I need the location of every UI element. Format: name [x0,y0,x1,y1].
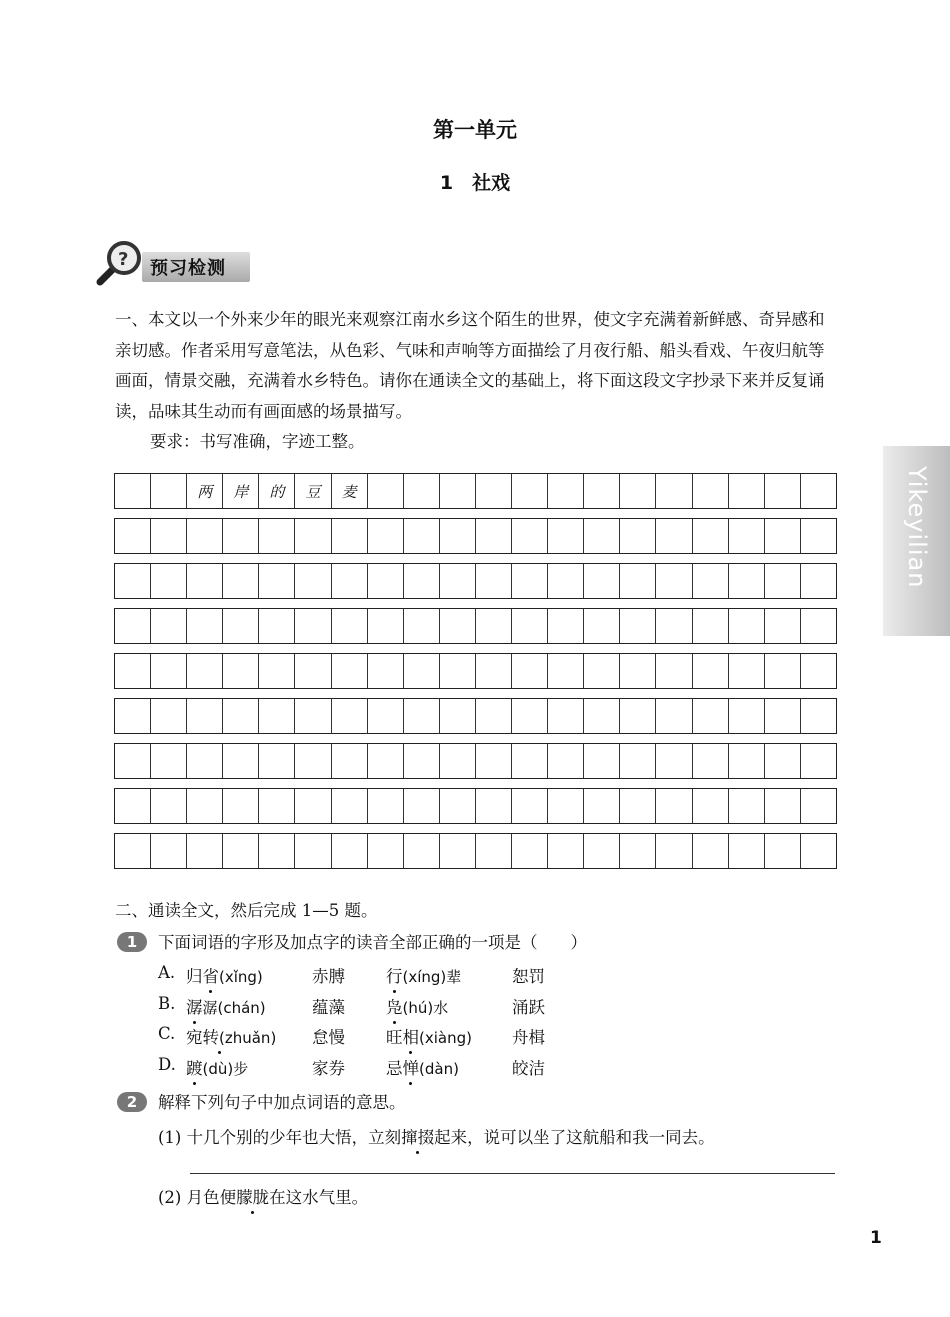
svg-text:?: ? [118,249,129,270]
grid-cell[interactable] [620,834,656,868]
option-word: 怠慢 [312,1028,345,1047]
grid-cell[interactable] [295,699,331,733]
grid-cell[interactable] [584,654,620,688]
grid-cell[interactable] [801,564,836,598]
grid-cell[interactable] [729,789,765,823]
grid-cell[interactable] [693,564,729,598]
grid-cell[interactable] [259,564,295,598]
option-word-part: (xiàng) [419,1029,472,1047]
grid-cell[interactable] [476,789,512,823]
option-word-part: (xǐng) [219,968,263,986]
grid-row[interactable] [114,473,837,509]
option-word: 皎洁 [512,1059,545,1078]
grid-cell[interactable] [476,654,512,688]
grid-cell[interactable] [259,789,295,823]
grid-cell[interactable] [729,474,765,508]
grid-cell[interactable] [620,564,656,598]
grid-cell[interactable] [332,744,368,778]
section-badge [92,238,262,286]
grid-cell[interactable] [765,609,801,643]
grid-cell[interactable] [332,654,368,688]
grid-cell[interactable] [404,474,440,508]
grid-cell[interactable] [656,474,692,508]
option-3-label [158,1055,176,1074]
option-word: 赤膊 [312,967,345,986]
grid-cell[interactable] [332,789,368,823]
grid-cell[interactable] [295,654,331,688]
question-2-stem: 解释下列句子中加点词语的意思。 [158,1093,406,1112]
grid-cell[interactable] [115,564,151,598]
question-1-badge: 1 [117,932,147,952]
grid-cell[interactable] [512,519,548,553]
grid-cell[interactable] [223,834,259,868]
grid-cell[interactable]: 两 [187,474,223,508]
option-dotted-char: 惮 [402,1059,419,1078]
grid-cell[interactable] [584,834,620,868]
grid-cell[interactable] [548,519,584,553]
option-word: 恕罚 [512,967,545,986]
grid-cell[interactable] [656,699,692,733]
question-2-badge: 2 [117,1092,147,1112]
grid-cell[interactable] [295,519,331,553]
grid-cell[interactable] [440,699,476,733]
grid-cell[interactable] [620,789,656,823]
grid-cell[interactable] [404,834,440,868]
grid-cell[interactable] [115,744,151,778]
grid-cell[interactable] [620,699,656,733]
grid-cell[interactable] [620,519,656,553]
grid-cell[interactable] [548,564,584,598]
option-word-part: (hú)水 [402,999,449,1017]
grid-cell[interactable] [223,789,259,823]
grid-cell[interactable] [295,789,331,823]
grid-cell[interactable] [620,609,656,643]
grid-cell[interactable]: 麦 [332,474,368,508]
grid-cell[interactable] [765,834,801,868]
option-word-part: (zhuǎn) [219,1029,277,1047]
option-0-label [158,963,175,982]
grid-cell[interactable] [693,654,729,688]
grid-cell[interactable] [151,789,187,823]
option-word: 涌跃 [512,998,545,1017]
grid-cell[interactable] [151,654,187,688]
grid-cell[interactable] [801,519,836,553]
option-word-part: 归 [186,967,203,986]
grid-cell[interactable] [476,609,512,643]
option-1-word-1 [186,994,266,1018]
option-2-word-3 [386,1024,472,1048]
grid-cell[interactable] [151,564,187,598]
part1-requirement: 要求：书写准确，字迹工整。 [150,432,365,451]
grid-cell[interactable] [801,834,836,868]
sentence-1-dotted-word: 撺掇 [401,1128,435,1147]
grid-cell[interactable] [115,609,151,643]
grid-cell[interactable] [801,789,836,823]
grid-cell[interactable] [404,609,440,643]
option-1-word-2 [312,994,345,1018]
grid-cell[interactable] [548,789,584,823]
option-word: 舟楫 [512,1028,545,1047]
grid-cell[interactable] [259,609,295,643]
grid-cell[interactable] [656,654,692,688]
grid-cell[interactable] [584,609,620,643]
grid-row[interactable] [114,698,837,734]
grid-cell[interactable] [476,474,512,508]
option-3-word-2 [312,1055,345,1079]
grid-cell[interactable] [729,519,765,553]
option-0-word-1 [186,963,263,987]
option-label: D. [158,1055,176,1074]
grid-cell[interactable] [115,474,151,508]
grid-cell[interactable] [440,564,476,598]
grid-cell[interactable] [801,699,836,733]
grid-cell[interactable] [476,564,512,598]
option-word-part: (xíng)辈 [402,968,462,986]
grid-cell[interactable] [404,744,440,778]
option-0-word-4 [512,963,545,987]
grid-cell[interactable] [548,474,584,508]
grid-cell[interactable] [801,654,836,688]
option-word: 蕴藻 [312,998,345,1017]
grid-cell[interactable] [115,834,151,868]
grid-cell[interactable] [440,519,476,553]
option-word: 家券 [312,1059,345,1078]
grid-cell[interactable] [332,834,368,868]
grid-row[interactable] [114,653,837,689]
option-label: C. [158,1024,176,1043]
grid-cell[interactable] [620,474,656,508]
grid-cell[interactable]: 豆 [295,474,331,508]
grid-cell[interactable] [115,789,151,823]
option-1-label [158,994,175,1013]
grid-cell[interactable] [332,699,368,733]
grid-row[interactable] [114,518,837,554]
grid-cell[interactable] [259,744,295,778]
grid-cell[interactable] [512,744,548,778]
grid-cell[interactable] [548,699,584,733]
grid-cell[interactable] [440,609,476,643]
grid-cell[interactable] [620,654,656,688]
grid-cell[interactable] [765,519,801,553]
option-0-word-3 [386,963,461,987]
grid-cell[interactable] [223,519,259,553]
grid-cell[interactable] [584,789,620,823]
grid-cell[interactable] [368,789,404,823]
option-dotted-char: 行 [386,967,403,986]
grid-cell[interactable] [440,744,476,778]
unit-title: 第一单元 [433,118,517,142]
grid-cell[interactable] [693,609,729,643]
option-2-word-2 [312,1024,345,1048]
grid-cell[interactable] [693,474,729,508]
grid-cell[interactable] [729,654,765,688]
grid-cell[interactable]: 岸 [223,474,259,508]
grid-cell[interactable] [729,834,765,868]
grid-cell[interactable] [151,474,187,508]
question-2-sentence-2 [158,1184,368,1208]
option-dotted-char: 踱 [186,1059,203,1078]
grid-cell[interactable] [656,519,692,553]
grid-cell[interactable] [440,834,476,868]
grid-cell[interactable] [223,744,259,778]
sentence-2-dotted-word: 朦胧 [236,1188,270,1207]
sentence-2-pre: (2) 月色便 [158,1188,237,1207]
grid-cell[interactable] [151,519,187,553]
grid-cell[interactable] [368,744,404,778]
option-dotted-char: 潺 [186,998,203,1017]
option-dotted-char: 相 [402,1028,419,1047]
grid-row[interactable] [114,743,837,779]
grid-cell[interactable] [187,564,223,598]
grid-cell[interactable] [620,744,656,778]
grid-cell[interactable] [368,564,404,598]
grid-cell[interactable] [295,834,331,868]
grid-cell[interactable] [512,564,548,598]
grid-cell[interactable] [151,609,187,643]
grid-cell[interactable] [656,789,692,823]
grid-row[interactable] [114,833,837,869]
grid-cell[interactable] [368,834,404,868]
grid-cell[interactable] [295,744,331,778]
side-tab [883,446,950,636]
answer-line-1[interactable] [190,1173,835,1174]
option-word-part: (dàn) [419,1060,459,1078]
grid-cell[interactable] [584,519,620,553]
option-word-part: 宛转 [186,1028,219,1047]
grid-cell[interactable] [693,744,729,778]
grid-cell[interactable] [440,789,476,823]
grid-cell[interactable] [187,654,223,688]
grid-cell[interactable] [259,699,295,733]
option-0-word-2 [312,963,345,987]
option-dotted-char: 省 [202,967,219,986]
grid-cell[interactable] [512,834,548,868]
part2-instruction: 二、通读全文，然后完成 1—5 题。 [115,901,378,920]
option-3-word-1 [186,1055,248,1079]
grid-cell[interactable] [404,519,440,553]
option-word-part: 旺 [386,1028,403,1047]
grid-cell[interactable] [656,834,692,868]
grid-cell[interactable] [584,699,620,733]
grid-cell[interactable] [476,834,512,868]
grid-cell[interactable] [368,699,404,733]
grid-cell[interactable] [801,744,836,778]
grid-cell[interactable] [512,609,548,643]
grid-cell[interactable] [115,654,151,688]
grid-cell[interactable] [332,564,368,598]
grid-cell[interactable] [404,564,440,598]
grid-cell[interactable] [512,474,548,508]
option-2-label [158,1024,175,1043]
magnifier-icon [92,238,148,290]
grid-cell[interactable] [151,699,187,733]
grid-cell[interactable] [223,564,259,598]
option-1-word-3 [386,994,448,1018]
option-1-word-4 [512,994,545,1018]
grid-cell[interactable] [512,699,548,733]
grid-cell[interactable] [259,654,295,688]
grid-cell[interactable] [332,519,368,553]
option-label: A. [158,963,176,982]
grid-cell[interactable] [115,699,151,733]
page-number: 1 [870,1228,882,1248]
option-word-part: 忌 [386,1059,403,1078]
question-2-sentence-1 [158,1124,715,1148]
grid-cell[interactable] [548,744,584,778]
grid-cell[interactable] [295,609,331,643]
grid-cell[interactable] [656,609,692,643]
sentence-2-post: 在这水气里。 [269,1188,369,1207]
grid-cell[interactable] [151,834,187,868]
grid-cell[interactable] [729,744,765,778]
grid-cell[interactable] [801,474,836,508]
grid-cell[interactable] [548,654,584,688]
grid-cell[interactable] [765,564,801,598]
grid-cell[interactable] [223,654,259,688]
grid-cell[interactable] [801,609,836,643]
option-dotted-char: 凫 [386,998,403,1017]
grid-cell[interactable] [187,834,223,868]
option-2-word-1 [186,1024,276,1048]
grid-cell[interactable] [765,654,801,688]
option-word-part: 潺(chán) [202,999,266,1017]
sentence-1-post: 起来，说可以坐了这航船和我一同去。 [434,1128,715,1147]
option-label: B. [158,994,176,1013]
grid-cell[interactable] [187,789,223,823]
grid-cell[interactable] [368,519,404,553]
grid-cell[interactable] [259,834,295,868]
grid-cell[interactable] [656,564,692,598]
grid-cell[interactable] [223,609,259,643]
grid-cell[interactable] [765,474,801,508]
grid-cell[interactable] [765,744,801,778]
grid-cell[interactable] [368,474,404,508]
grid-cell[interactable] [187,744,223,778]
grid-cell[interactable] [295,564,331,598]
part1-instruction: 一、本文以一个外来少年的眼光来观察江南水乡这个陌生的世界，使文字充满着新鲜感、奇异感和亲切感。作者采用写意笔法，从色彩、气味和声响等方面描绘了月夜行船、船头看戏、午夜归航等画面，情景交融，充满着水乡特色。请你在通读全文的基础上，将下面这段文字抄录下来并反复诵读，品味其生动而有画面感的场景描写。 [115,310,825,421]
grid-cell[interactable] [693,789,729,823]
section-badge-label: 预习检测 [150,258,226,279]
grid-cell[interactable] [584,564,620,598]
grid-row[interactable] [114,608,837,644]
question-1-stem: 下面词语的字形及加点字的读音全部正确的一项是（ ） [158,933,587,952]
grid-cell[interactable] [368,609,404,643]
grid-cell[interactable] [512,654,548,688]
grid-cell[interactable] [115,519,151,553]
grid-cell[interactable] [584,474,620,508]
grid-cell[interactable] [187,519,223,553]
grid-cell[interactable] [476,744,512,778]
grid-row[interactable] [114,788,837,824]
grid-cell[interactable] [729,699,765,733]
grid-cell[interactable] [187,699,223,733]
grid-cell[interactable] [151,744,187,778]
grid-cell[interactable] [548,834,584,868]
grid-cell[interactable] [548,609,584,643]
grid-cell[interactable] [476,519,512,553]
grid-cell[interactable] [584,744,620,778]
grid-cell[interactable] [512,789,548,823]
grid-cell[interactable] [729,609,765,643]
grid-cell[interactable] [440,474,476,508]
grid-cell[interactable] [476,699,512,733]
grid-cell[interactable] [693,834,729,868]
option-3-word-3 [386,1055,459,1079]
lesson-title: 1 社戏 [439,172,511,194]
grid-cell[interactable] [259,519,295,553]
grid-cell[interactable] [404,654,440,688]
grid-cell[interactable] [765,789,801,823]
grid-cell[interactable] [368,654,404,688]
option-2-word-4 [512,1024,545,1048]
grid-cell[interactable] [765,699,801,733]
side-tab-text: Yikeyilian [903,466,931,589]
grid-cell[interactable] [693,699,729,733]
grid-cell[interactable] [332,609,368,643]
grid-cell[interactable] [440,654,476,688]
grid-cell[interactable]: 的 [259,474,295,508]
grid-cell[interactable] [404,699,440,733]
grid-cell[interactable] [656,744,692,778]
grid-cell[interactable] [404,789,440,823]
grid-cell[interactable] [693,519,729,553]
grid-row[interactable] [114,563,837,599]
grid-cell[interactable] [729,564,765,598]
grid-cell[interactable] [223,699,259,733]
option-word-part: (dù)步 [202,1060,249,1078]
option-3-word-4 [512,1055,545,1079]
sentence-1-pre: (1) 十几个别的少年也大悟，立刻 [158,1128,402,1147]
grid-cell[interactable] [187,609,223,643]
